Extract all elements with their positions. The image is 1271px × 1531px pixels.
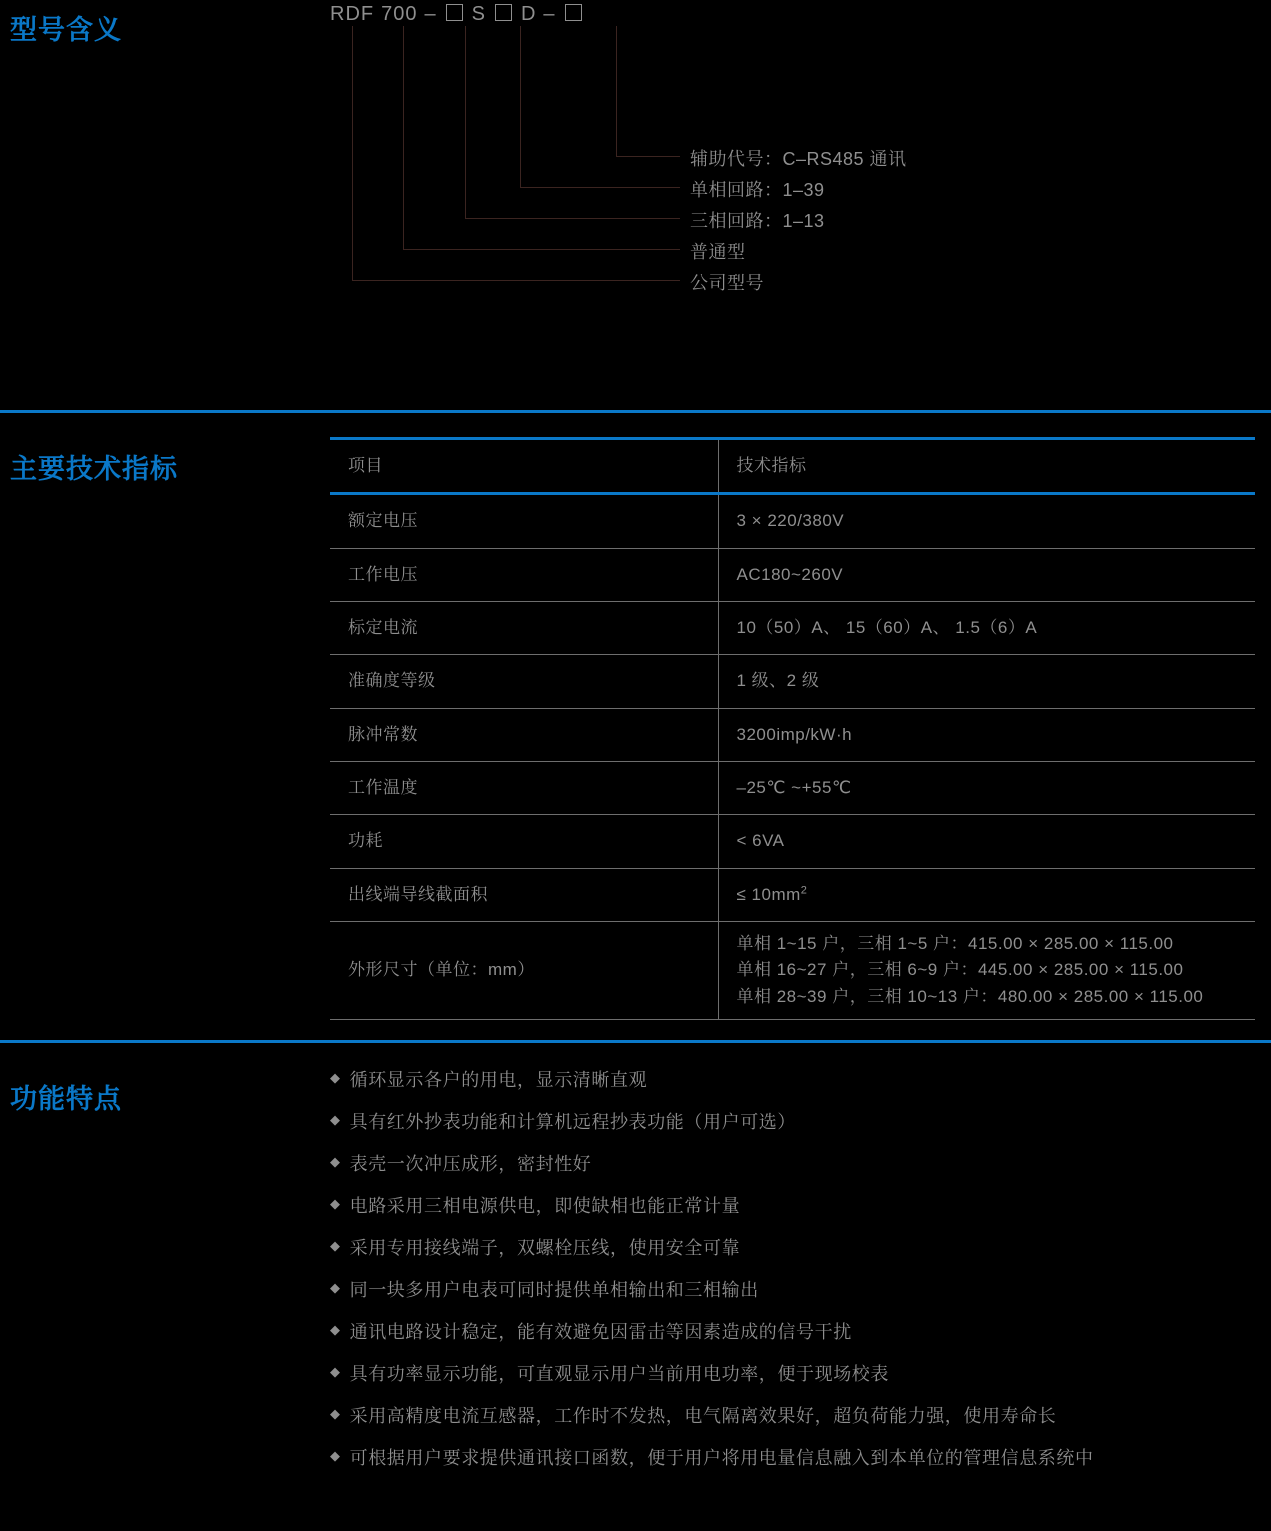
leader-line-vertical-three-phase <box>465 26 466 218</box>
feature-text: 具有红外抄表功能和计算机远程抄表功能（用户可选） <box>349 1112 797 1132</box>
feature-text: 通讯电路设计稳定，能有效避免因雷击等因素造成的信号干扰 <box>349 1322 852 1342</box>
diamond-bullet-icon: ◆ <box>330 1238 341 1253</box>
spec-value-accuracy-class: 1 级、2 级 <box>718 655 1255 708</box>
leader-line-vertical-single-phase <box>520 26 521 187</box>
dimension-line-3: 单相 28~39 户，三相 10~13 户：480.00 × 285.00 × 115.00 <box>736 986 1204 1006</box>
model-code-string <box>330 3 584 26</box>
list-item <box>330 1110 1250 1152</box>
spec-value-pulse-constant: 3200imp/kW·h <box>718 708 1255 761</box>
diamond-bullet-icon: ◆ <box>330 1154 341 1169</box>
table-row <box>330 762 1255 815</box>
section-divider-1 <box>0 410 1271 413</box>
model-label-three-phase-loop: 三相回路：1–13 <box>690 211 825 231</box>
diamond-bullet-icon: ◆ <box>330 1364 341 1379</box>
dimension-line-1: 单相 1~15 户，三相 1~5 户：415.00 × 285.00 × 115.00 <box>736 934 1174 954</box>
feature-text: 循环显示各户的用电，显示清晰直观 <box>349 1070 648 1090</box>
spec-item-pulse-constant: 脉冲常数 <box>330 708 718 761</box>
table-row <box>330 815 1255 868</box>
spec-value-working-voltage: AC180~260V <box>718 548 1255 601</box>
leader-line-horizontal-aux-code <box>616 156 680 157</box>
wire-cross-section-superscript: 2 <box>800 884 808 897</box>
table-row <box>330 602 1255 655</box>
feature-text: 同一块多用户电表可同时提供单相输出和三相输出 <box>349 1280 759 1300</box>
section-heading-features: 功能特点 <box>10 1084 122 1114</box>
model-code-placeholder-box-1 <box>446 4 463 21</box>
spec-value-power-consumption: < 6VA <box>718 815 1255 868</box>
table-row <box>330 868 1255 921</box>
list-item <box>330 1446 1250 1488</box>
list-item <box>330 1404 1250 1446</box>
spec-item-rated-voltage: 额定电压 <box>330 494 718 548</box>
spec-value-working-temperature: –25℃ ~+55℃ <box>718 762 1255 815</box>
table-row <box>330 494 1255 548</box>
feature-text: 表壳一次冲压成形，密封性好 <box>349 1154 592 1174</box>
diamond-bullet-icon: ◆ <box>330 1070 341 1085</box>
list-item <box>330 1278 1250 1320</box>
leader-line-vertical-aux-code <box>616 26 617 156</box>
leader-line-horizontal-company <box>352 280 680 281</box>
section-divider-2 <box>0 1040 1271 1043</box>
model-label-standard-type: 普通型 <box>690 242 746 262</box>
diamond-bullet-icon: ◆ <box>330 1196 341 1211</box>
model-meaning-section <box>0 0 1271 410</box>
model-label-aux-code: 辅助代号：C–RS485 通讯 <box>690 149 907 169</box>
table-header-value: 技术指标 <box>718 439 1255 494</box>
feature-text: 采用高精度电流互感器，工作时不发热，电气隔离效果好，超负荷能力强，使用寿命长 <box>349 1406 1057 1426</box>
leader-line-horizontal-three-phase <box>465 218 680 219</box>
list-item <box>330 1236 1250 1278</box>
list-item <box>330 1362 1250 1404</box>
diamond-bullet-icon: ◆ <box>330 1448 341 1463</box>
spec-item-power-consumption: 功耗 <box>330 815 718 868</box>
feature-list <box>330 1068 1250 1488</box>
section-heading-model-meaning: 型号含义 <box>10 15 122 45</box>
wire-cross-section-base: ≤ 10mm <box>736 884 801 904</box>
feature-text: 具有功率显示功能，可直观显示用户当前用电功率，便于现场校表 <box>349 1364 890 1384</box>
diamond-bullet-icon: ◆ <box>330 1406 341 1421</box>
list-item <box>330 1152 1250 1194</box>
model-code-placeholder-box-3 <box>565 4 582 21</box>
spec-value-rated-current: 10（50）A、 15（60）A、 1.5（6）A <box>718 602 1255 655</box>
table-row <box>330 922 1255 1020</box>
table-row <box>330 548 1255 601</box>
leader-line-vertical-standard <box>403 26 404 249</box>
table-header-item: 项目 <box>330 439 718 494</box>
diamond-bullet-icon: ◆ <box>330 1322 341 1337</box>
tech-spec-table-wrapper <box>330 437 1255 1020</box>
table-row <box>330 708 1255 761</box>
spec-value-wire-cross-section <box>718 868 1255 921</box>
model-code-letter-s: S <box>471 3 486 25</box>
feature-text: 可根据用户要求提供通讯接口函数，便于用户将用电量信息融入到本单位的管理信息系统中 <box>349 1448 1094 1468</box>
list-item <box>330 1320 1250 1362</box>
diamond-bullet-icon: ◆ <box>330 1280 341 1295</box>
model-label-company-model: 公司型号 <box>690 273 764 293</box>
feature-text: 采用专用接线端子，双螺栓压线，使用安全可靠 <box>349 1238 741 1258</box>
spec-item-working-voltage: 工作电压 <box>330 548 718 601</box>
leader-line-horizontal-single-phase <box>520 187 680 188</box>
model-code-dash-2: – <box>543 3 556 25</box>
leader-line-horizontal-standard <box>403 249 680 250</box>
model-label-single-phase-loop: 单相回路：1–39 <box>690 180 825 200</box>
diamond-bullet-icon: ◆ <box>330 1112 341 1127</box>
section-heading-tech-specs: 主要技术指标 <box>10 454 178 484</box>
spec-item-working-temperature: 工作温度 <box>330 762 718 815</box>
feature-text: 电路采用三相电源供电，即使缺相也能正常计量 <box>349 1196 741 1216</box>
leader-line-vertical-company <box>352 26 353 280</box>
spec-item-rated-current: 标定电流 <box>330 602 718 655</box>
list-item <box>330 1194 1250 1236</box>
spec-item-accuracy-class: 准确度等级 <box>330 655 718 708</box>
tech-spec-table <box>330 437 1255 1020</box>
model-code-letter-d: D <box>520 3 537 25</box>
spec-value-rated-voltage: 3 × 220/380V <box>718 494 1255 548</box>
spec-item-dimensions: 外形尺寸（单位：mm） <box>330 922 718 1020</box>
model-code-dash-1: – <box>424 3 437 25</box>
model-code-placeholder-box-2 <box>495 4 512 21</box>
spec-value-dimensions <box>718 922 1255 1020</box>
model-code-prefix: RDF <box>330 3 375 25</box>
list-item <box>330 1068 1250 1110</box>
table-row <box>330 655 1255 708</box>
model-code-series: 700 <box>381 3 418 25</box>
dimension-line-2: 单相 16~27 户，三相 6~9 户：445.00 × 285.00 × 115.00 <box>736 960 1184 980</box>
spec-item-wire-cross-section: 出线端导线截面积 <box>330 868 718 921</box>
table-header-row <box>330 439 1255 494</box>
